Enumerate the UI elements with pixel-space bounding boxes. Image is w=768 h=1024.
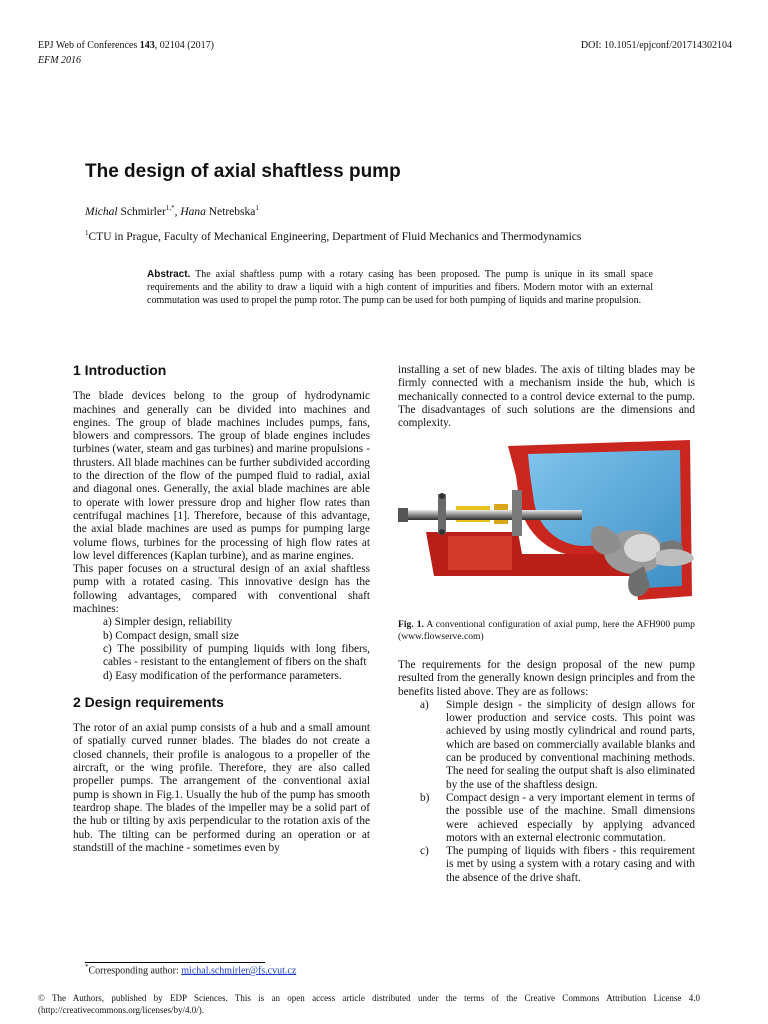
intro-list-item: c) The possibility of pumping liquids with long fibers, cables - resistant to the entanglement of fibers on the shaft (103, 642, 370, 669)
affiliation (85, 229, 581, 243)
author-1-last: Schmirler (117, 205, 166, 218)
intro-list-item: a) Simpler design, reliability (103, 616, 233, 629)
figure-1-caption (398, 619, 695, 643)
right-column-top (398, 364, 695, 430)
author-1-sup: 1,* (165, 204, 175, 212)
author-list (85, 204, 259, 218)
affiliation-text: CTU in Prague, Faculty of Mechanical Engineering, Department of Fluid Mechanics and Thermodynamics (88, 230, 582, 243)
right-column-bottom (398, 659, 695, 885)
author-2-first: Hana (180, 205, 206, 218)
doi[interactable]: DOI: 10.1051/epjconf/201714302104 (580, 40, 732, 51)
article-number: , 02104 (2017) (154, 40, 214, 51)
right-paragraph-2: The requirements for the design proposal of the new pump resulted from the generally known design principles and from the benefits listed above. They are as follows: (398, 659, 695, 698)
journal-volume: 143 (139, 40, 155, 51)
abstract-text: The axial shaftless pump with a rotary casing has been proposed. The pump is unique in its small space requirements and the ability to draw a liquid with a high content of impurities and fibers. Modern motor with an external commutation was used to propel the pump rotor. The pump can be used for both pumping of liquids and marine propulsion. (147, 269, 653, 307)
abstract-label: Abstract. (147, 269, 191, 280)
author-1-first: Michal (85, 205, 118, 218)
requirement-item (398, 792, 695, 845)
intro-list-item: b) Compact design, small size (103, 629, 239, 642)
footnote-star: * (85, 963, 89, 971)
abstract (147, 268, 653, 308)
author-2-sup: 1 (255, 204, 259, 212)
requirement-marker: a) (420, 698, 429, 711)
requirement-text: Simple design - the simplicity of design allows for lower production and service costs. This point was achieved by using mostly cylindrical and round parts, which are based on commercially available blanks and can be produced by conventional machining methods. The need for sealing the output shaft is also eliminated by the use of the shaftless design. (446, 698, 695, 791)
author-separator: , (174, 205, 181, 218)
figure-1-caption-text: A conventional configuration of axial pump, here the AFH900 pump (www.flowserve.com) (398, 619, 695, 642)
figure-1-label: Fig. 1. (398, 619, 424, 630)
requirement-marker: b) (420, 791, 430, 804)
requirement-text: Compact design - a very important element in terms of the possible use of the machine. Small dimensions were achieved especially by applying advanced motors with an external electronic commutation. (446, 791, 695, 844)
intro-list-item: d) Easy modification of the performance parameters. (103, 669, 342, 682)
paper-title: The design of axial shaftless pump (85, 161, 401, 182)
corresponding-email-link[interactable]: michal.schmirler@fs.cvut.cz (181, 965, 297, 977)
intro-paragraph-1: The blade devices belong to the group of hydrodynamic machines and generally can be divided into machines and engines. The group of blade machines includes pumps, fans, blowers and compressors. The group of blade engines includes turbines (water, steam and gas turbines) and marine propulsions - thrusters. All blade machines can be further subdivided according to the direction of the flow of the pumped fluid to radial, axial and diagonal ones. Generally, the axial blade machines are able to operate with lower pressure drop and higher flow rates than centrifugal machines [1]. Therefore, because of this advantage, the axial blade machines are used as pumps for pumping large volume flows, turbines for the processing of high flow rates at low level differences (Kaplan turbine), and as marine engines. (73, 390, 370, 562)
design-paragraph-1: The rotor of an axial pump consists of a hub and a small amount of spatially curved runner blades. The blades do not create a closed channels, their profile is analogous to a propeller of the aircraft, or the wing profile. Therefore, they are also called propeller pumps. The arrangement of the conventional axial pump is shown in Fig.1. Usually the hub of the pump has smooth teardrop shape. The blades of the impeller may be a solid part of the hub or tilting by axis perpendicular to the rotation axis of the hub. The tilting can be performed during an operation or at standstill of the machine - sometimes even by (73, 722, 370, 854)
left-column (73, 364, 370, 855)
requirement-item (398, 699, 695, 792)
requirement-text: The pumping of liquids with fibers - this requirement is met by using a system with a rotary casing and with the absence of the drive shaft. (446, 845, 695, 884)
conference-name: EFM 2016 (38, 55, 82, 66)
requirement-item (398, 845, 695, 885)
journal-name: EPJ Web of Conferences (38, 40, 138, 51)
intro-paragraph-2: This paper focuses on a structural design of an axial shaftless pump with a rotated casing. This innovative design has the following advantages, compared with conventional shaft machines: (73, 563, 370, 616)
running-header (38, 40, 214, 52)
requirement-marker: c) (420, 845, 429, 858)
footnote-label: Corresponding author: (88, 965, 182, 977)
license-text: © The Authors, published by EDP Sciences. This is an open access article distributed under the terms of the Creative Commons Attribution License 4.0 (http://creativecommons.org/licenses/by/4.0/). (38, 993, 700, 1015)
footnote (85, 963, 296, 976)
author-2-last: Netrebska (205, 205, 256, 218)
affiliation-sup: 1 (85, 229, 89, 237)
intro-heading: 1 Introduction (73, 362, 167, 378)
right-paragraph-1: installing a set of new blades. The axis of tilting blades may be firmly connected with a mechanism inside the hub, which is mechanically connected to a control device external to the pump. The disadvantages of such solutions are the dimensions and complexity. (398, 364, 695, 430)
figure-1-pump-illustration (398, 436, 696, 608)
design-heading: 2 Design requirements (73, 693, 224, 710)
